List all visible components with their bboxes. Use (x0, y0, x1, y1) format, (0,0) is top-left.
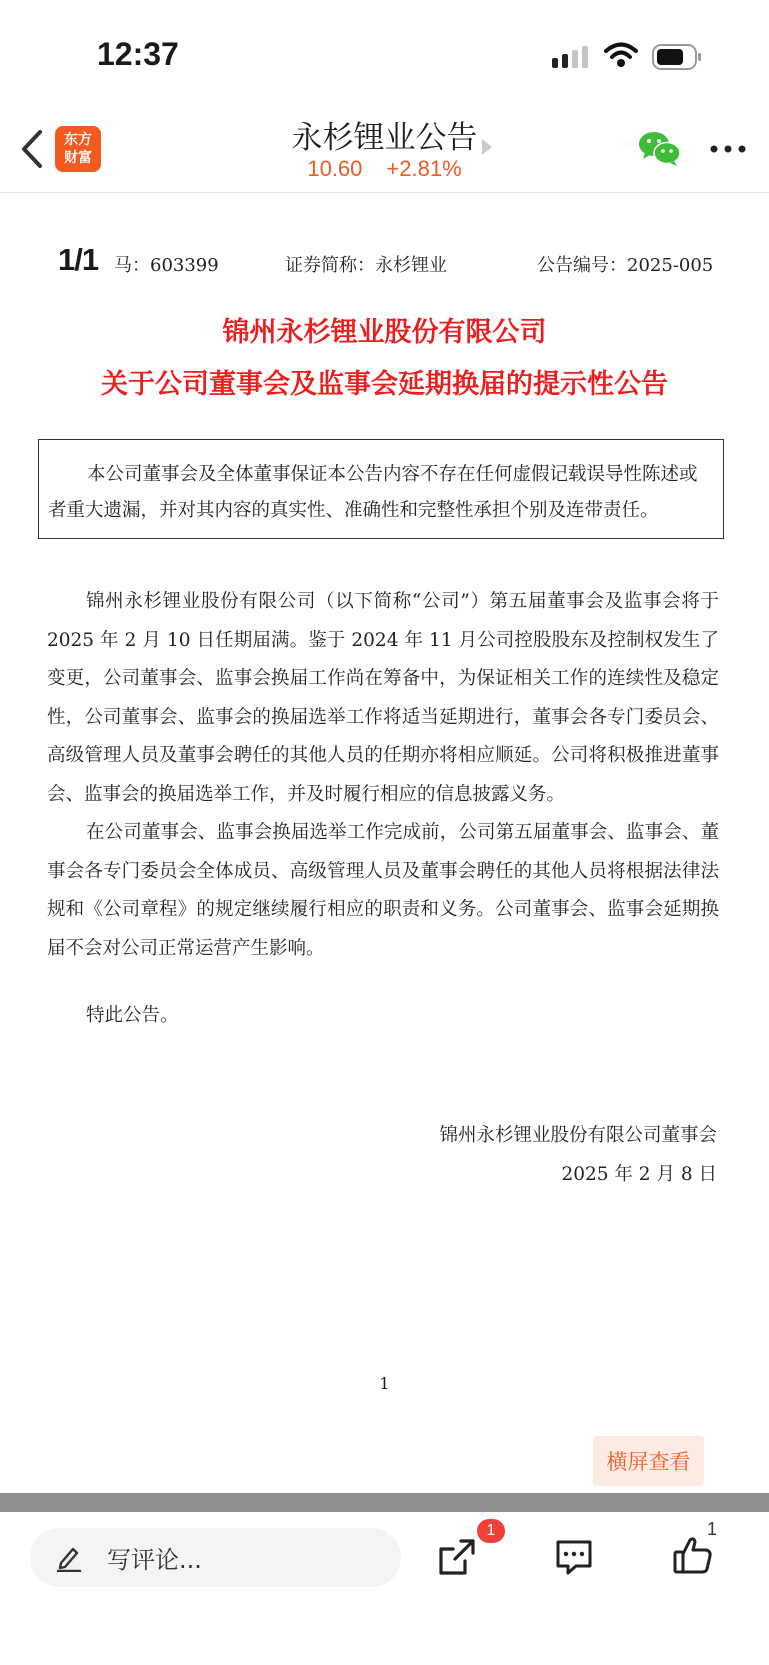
wechat-share-button[interactable] (638, 130, 682, 168)
stock-price: 10.60 (307, 156, 363, 181)
share-icon[interactable] (435, 1535, 479, 1579)
share-badge: 1 (477, 1519, 505, 1543)
logo-text-top: 东方 (64, 132, 92, 148)
message-icon[interactable] (554, 1537, 594, 1577)
cellular-signal-icon (552, 46, 590, 68)
title-arrow-icon[interactable] (482, 139, 492, 155)
battery-icon (652, 44, 702, 70)
stock-change: +2.81% (386, 156, 462, 181)
landscape-view-button[interactable]: 横屏查看 (593, 1436, 704, 1486)
page-number: 1 (379, 1374, 390, 1393)
body-paragraph-2: 在公司董事会、监事会换届选举工作完成前，公司第五届董事会、监事会、董事会各专门委员会全体成员、高级管理人员及董事会聘任的其他人员将根据法律法规和《公司章程》的规定继续履行相应的职责和义务。公司董事会、监事会延期换届不会对公司正常运营产生影响。 (47, 822, 719, 959)
signature: 锦州永杉锂业股份有限公司董事会 (439, 1125, 717, 1146)
disclaimer-box: 本公司董事会及全体董事保证本公告内容不存在任何虚假记载误导性陈述或者重大遗漏，并对其内容的真实性、准确性和完整性承担个别及连带责任。 (38, 439, 724, 539)
logo-text-bottom: 财富 (64, 150, 92, 166)
header-divider (0, 192, 769, 193)
announcement-number: 公告编号：2025-005 (537, 255, 714, 276)
stock-code: 马：603399 (114, 255, 219, 276)
pencil-icon (56, 1544, 82, 1572)
more-icon[interactable] (706, 137, 750, 161)
thumbs-up-icon[interactable] (672, 1534, 714, 1576)
comment-input[interactable] (30, 1528, 401, 1587)
closing-statement: 特此公告。 (86, 1005, 179, 1026)
comment-placeholder[interactable]: 写评论... (107, 1546, 202, 1574)
wifi-icon (604, 42, 638, 68)
status-time: 12:37 (97, 36, 179, 72)
stock-abbreviation: 证券简称：永杉锂业 (285, 255, 447, 276)
body-paragraph-1: 锦州永杉锂业股份有限公司（以下简称“公司”）第五届董事会及监事会将于 2025 年 2 月 10 日任期届满。鉴于 2024 年 11 月公司控股股东及控制权发生了变更，公司董事会、监事会换届工作尚在筹备中，为保证相关工作的连续性及稳定性，公司董事会、监事会的换届选举工作将适当延期进行，董事会各专门委员会、高级管理人员及董事会聘任的其他人员的任期亦将相应顺延。公司将积极推进董事会、监事会的换届选举工作，并及时履行相应的信息披露义务。 (47, 591, 719, 805)
document-title-company: 锦州永杉锂业股份有限公司 (222, 317, 547, 348)
document-title-subject: 关于公司董事会及监事会延期换届的提示性公告 (101, 369, 668, 400)
content-divider-bar (0, 1493, 769, 1512)
page-title[interactable]: 永杉锂业公告 (291, 120, 478, 156)
announcement-date: 2025 年 2 月 8 日 (561, 1164, 717, 1185)
like-count: 1 (707, 1519, 718, 1539)
page-indicator: 1/1 (58, 242, 99, 277)
